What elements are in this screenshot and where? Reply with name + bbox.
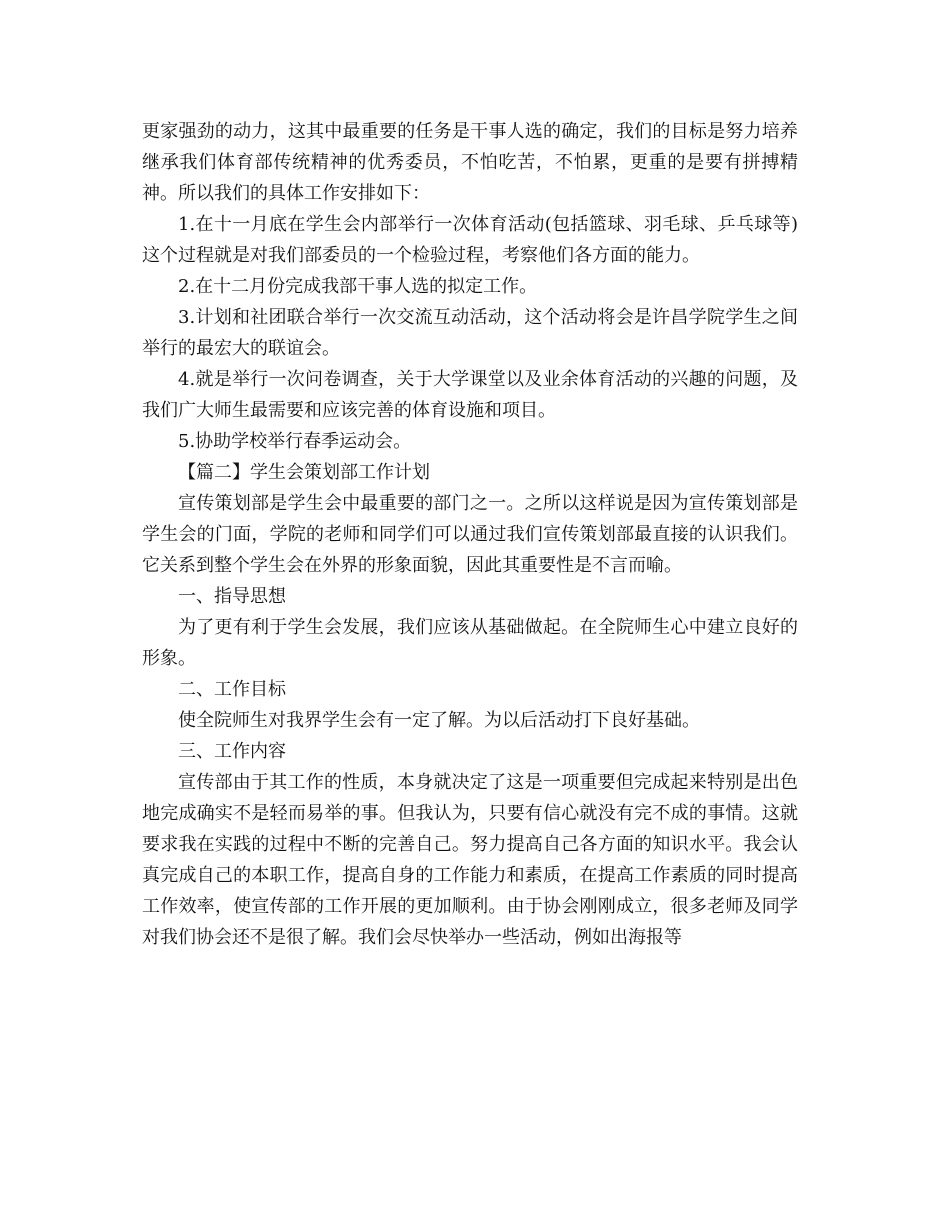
paragraph: 宣传策划部是学生会中最重要的部门之一。之所以这样说是因为宣传策划部是学生会的门面，学院的老师和同学们可以通过我们宣传策划部最直接的认识我们。它关系到整个学生会在外界的形象面貌，因此其重要性是不言而喻。 [142, 493, 798, 576]
list-item-3: 3.计划和社团联合举行一次交流互动活动，这个活动将会是许昌学院学生之间举行的最宏大的联谊会。 [142, 307, 798, 359]
document-body [142, 116, 798, 953]
subheading-guiding-thought: 一、指导思想 [178, 586, 286, 607]
list-item-1: 1.在十一月底在学生会内部举行一次体育活动(包括篮球、羽毛球、乒乓球等)这个过程就是对我们部委员的一个检验过程，考察他们各方面的能力。 [142, 214, 798, 266]
paragraph: 使全院师生对我界学生会有一定了解。为以后活动打下良好基础。 [178, 710, 700, 731]
list-item-5: 5.协助学校举行春季运动会。 [178, 431, 412, 452]
paragraph-continuation: 更家强劲的动力，这其中最重要的任务是干事人选的确定，我们的目标是努力培养继承我们体育部传统精神的优秀委员，不怕吃苦，不怕累，更重的是要有拼搏精神。所以我们的具体工作安排如下： [142, 121, 798, 204]
list-item-2: 2.在十二月份完成我部干事人选的拟定工作。 [178, 276, 538, 297]
list-item-4: 4.就是举行一次问卷调查，关于大学课堂以及业余体育活动的兴趣的问题，及我们广大师生最需要和应该完善的体育设施和项目。 [142, 369, 798, 421]
subheading-work-content: 三、工作内容 [178, 741, 286, 762]
paragraph: 为了更有利于学生会发展，我们应该从基础做起。在全院师生心中建立良好的形象。 [142, 617, 798, 669]
section-heading: 【篇二】学生会策划部工作计划 [178, 462, 430, 483]
paragraph: 宣传部由于其工作的性质，本身就决定了这是一项重要但完成起来特别是出色地完成确实不是轻而易举的事。但我认为，只要有信心就没有完不成的事情。这就要求我在实践的过程中不断的完善自己。努力提高自己各方面的知识水平。我会认真完成自己的本职工作，提高自身的工作能力和素质，在提高工作素质的同时提高工作效率，使宣传部的工作开展的更加顺利。由于协会刚刚成立，很多老师及同学对我们协会还不是很了解。我们会尽快举办一些活动，例如出海报等 [142, 772, 798, 948]
subheading-work-goal: 二、工作目标 [178, 679, 286, 700]
